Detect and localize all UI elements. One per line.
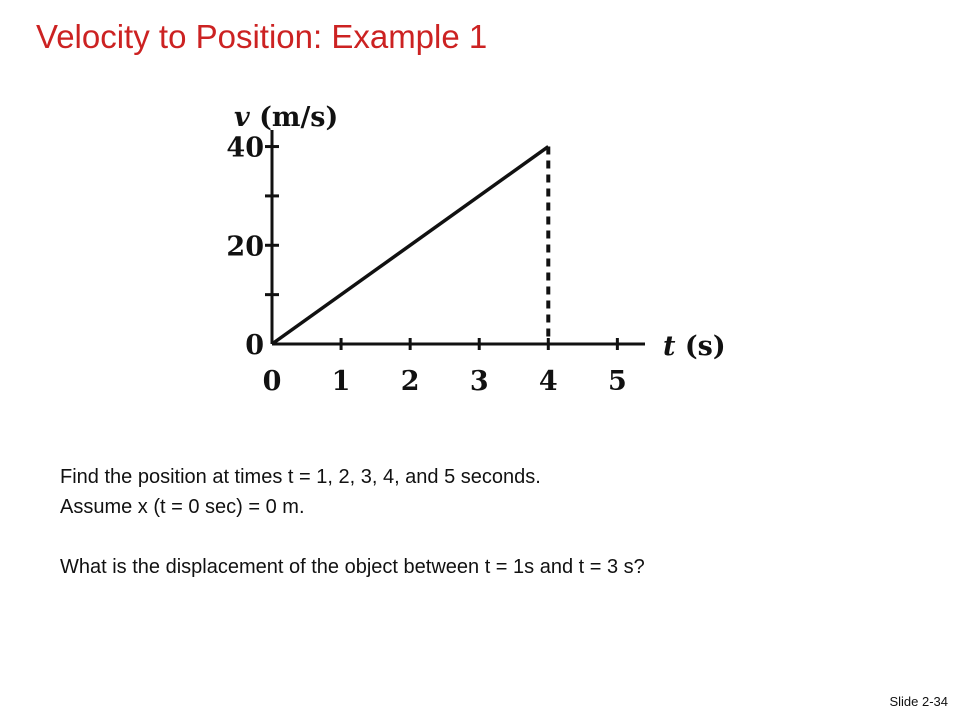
chart-ticks <box>265 147 617 350</box>
y-tick-label: 40 <box>226 132 264 164</box>
y-axis-unit: (m/s) <box>259 102 339 133</box>
chart-marks <box>272 147 548 344</box>
x-axis-label <box>663 331 726 362</box>
question-positions: Find the position at times t = 1, 2, 3, 4, and 5 seconds. <box>60 466 541 488</box>
velocity-line <box>272 147 548 344</box>
x-tick-label: 0 <box>262 366 282 397</box>
x-axis-unit: (s) <box>684 331 726 362</box>
x-tick-label: 2 <box>400 366 420 397</box>
chart-labels <box>226 102 725 397</box>
y-tick-label: 20 <box>226 231 264 263</box>
y-axis-label <box>234 102 338 133</box>
y-tick-label: 0 <box>245 330 264 361</box>
x-axis-variable: t <box>663 331 685 362</box>
x-tick-label: 3 <box>469 366 489 397</box>
chart-axes <box>272 130 645 344</box>
y-axis-variable: v <box>234 102 260 133</box>
question-displacement: What is the displacement of the object between t = 1s and t = 3 s? <box>60 556 645 578</box>
x-tick-label: 5 <box>607 366 627 397</box>
x-tick-label: 4 <box>538 366 558 397</box>
slide-body <box>60 462 880 582</box>
slide-number: Slide 2-34 <box>889 694 948 709</box>
slide-title: Velocity to Position: Example 1 <box>36 18 488 55</box>
x-tick-label: 1 <box>331 366 351 397</box>
initial-condition: Assume x (t = 0 sec) = 0 m. <box>60 496 305 518</box>
